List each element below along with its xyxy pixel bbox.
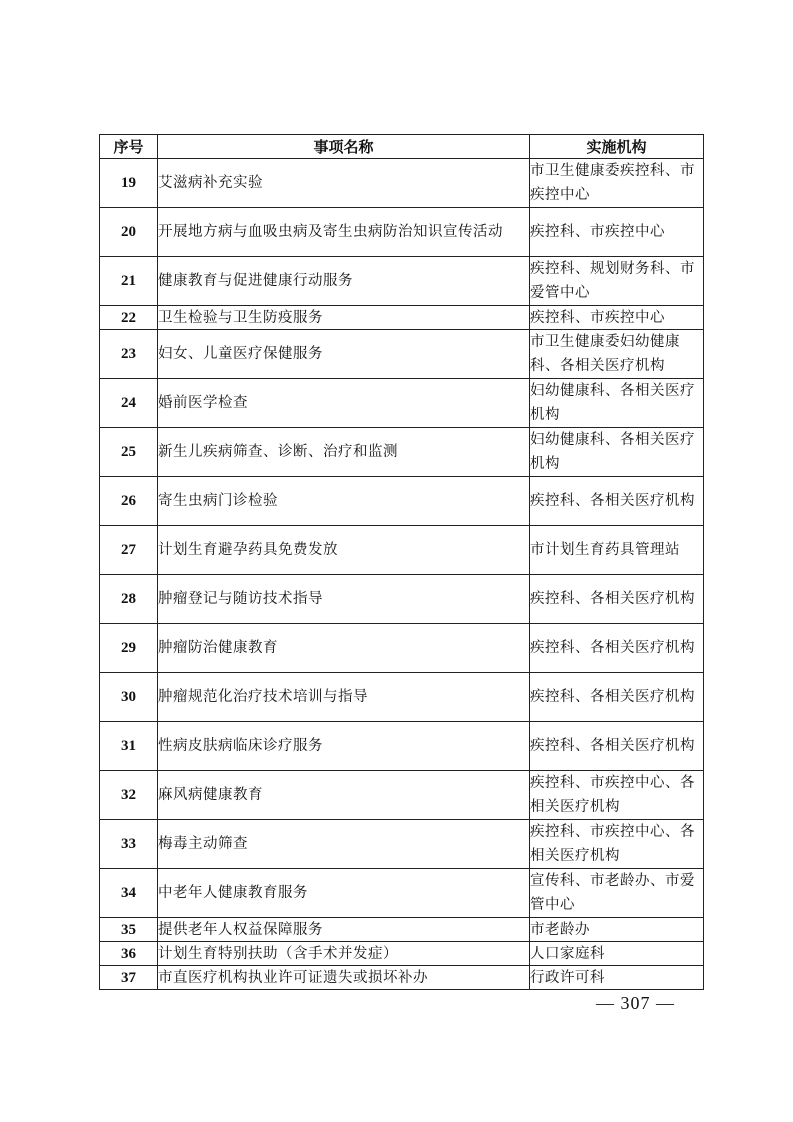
row-inst: 疾控科、各相关医疗机构 [530,673,704,722]
row-num: 28 [100,575,158,624]
row-name: 肿瘤防治健康教育 [158,624,530,673]
row-name: 婚前医学检查 [158,379,530,428]
table-row [100,306,704,330]
row-num: 26 [100,477,158,526]
row-num: 20 [100,208,158,257]
row-name: 市直医疗机构执业许可证遗失或损坏补办 [158,966,530,990]
row-name: 健康教育与促进健康行动服务 [158,257,530,306]
row-inst: 市老龄办 [530,918,704,942]
table-row [100,869,704,918]
row-num: 35 [100,918,158,942]
row-name: 艾滋病补充实验 [158,159,530,208]
row-inst: 疾控科、市疾控中心 [530,306,704,330]
row-inst: 行政许可科 [530,966,704,990]
row-name: 妇女、儿童医疗保健服务 [158,330,530,379]
header-num: 序号 [100,135,158,159]
row-name: 卫生检验与卫生防疫服务 [158,306,530,330]
row-inst: 疾控科、各相关医疗机构 [530,624,704,673]
table-row [100,942,704,966]
row-num: 37 [100,966,158,990]
row-num: 25 [100,428,158,477]
row-inst: 妇幼健康科、各相关医疗机构 [530,428,704,477]
table-row [100,526,704,575]
table-row [100,820,704,869]
row-name: 新生儿疾病筛查、诊断、治疗和监测 [158,428,530,477]
row-inst: 疾控科、市疾控中心、各相关医疗机构 [530,820,704,869]
row-num: 24 [100,379,158,428]
row-name: 计划生育特别扶助（含手术并发症） [158,942,530,966]
row-name: 肿瘤登记与随访技术指导 [158,575,530,624]
row-inst: 市计划生育药具管理站 [530,526,704,575]
row-num: 19 [100,159,158,208]
row-name: 性病皮肤病临床诊疗服务 [158,722,530,771]
row-name: 梅毒主动筛查 [158,820,530,869]
table-row [100,624,704,673]
table-row [100,673,704,722]
table-row [100,159,704,208]
table-row [100,722,704,771]
table-row [100,330,704,379]
header-name: 事项名称 [158,135,530,159]
table-row [100,379,704,428]
table-row [100,575,704,624]
header-inst: 实施机构 [530,135,704,159]
row-num: 34 [100,869,158,918]
row-inst: 疾控科、规划财务科、市爱管中心 [530,257,704,306]
row-num: 33 [100,820,158,869]
row-num: 30 [100,673,158,722]
table-row [100,966,704,990]
row-num: 22 [100,306,158,330]
row-name: 肿瘤规范化治疗技术培训与指导 [158,673,530,722]
row-num: 31 [100,722,158,771]
row-name: 计划生育避孕药具免费发放 [158,526,530,575]
row-inst: 市卫生健康委妇幼健康科、各相关医疗机构 [530,330,704,379]
row-name: 寄生虫病门诊检验 [158,477,530,526]
service-items-table [99,134,704,990]
row-num: 36 [100,942,158,966]
row-num: 29 [100,624,158,673]
page-number: — 307 — [596,993,675,1013]
row-inst: 宣传科、市老龄办、市爱管中心 [530,869,704,918]
row-num: 27 [100,526,158,575]
row-num: 32 [100,771,158,820]
row-name: 开展地方病与血吸虫病及寄生虫病防治知识宣传活动 [158,208,530,257]
row-name: 麻风病健康教育 [158,771,530,820]
row-inst: 妇幼健康科、各相关医疗机构 [530,379,704,428]
row-num: 23 [100,330,158,379]
table-row [100,428,704,477]
row-inst: 疾控科、市疾控中心、各相关医疗机构 [530,771,704,820]
row-inst: 疾控科、各相关医疗机构 [530,575,704,624]
table-row [100,257,704,306]
table-header-row [100,135,704,159]
table-row [100,771,704,820]
row-name: 中老年人健康教育服务 [158,869,530,918]
row-inst: 疾控科、各相关医疗机构 [530,722,704,771]
table-row [100,477,704,526]
table-row [100,208,704,257]
table-row [100,918,704,942]
row-inst: 疾控科、各相关医疗机构 [530,477,704,526]
row-inst: 市卫生健康委疾控科、市疾控中心 [530,159,704,208]
row-num: 21 [100,257,158,306]
row-inst: 疾控科、市疾控中心 [530,208,704,257]
row-name: 提供老年人权益保障服务 [158,918,530,942]
row-inst: 人口家庭科 [530,942,704,966]
